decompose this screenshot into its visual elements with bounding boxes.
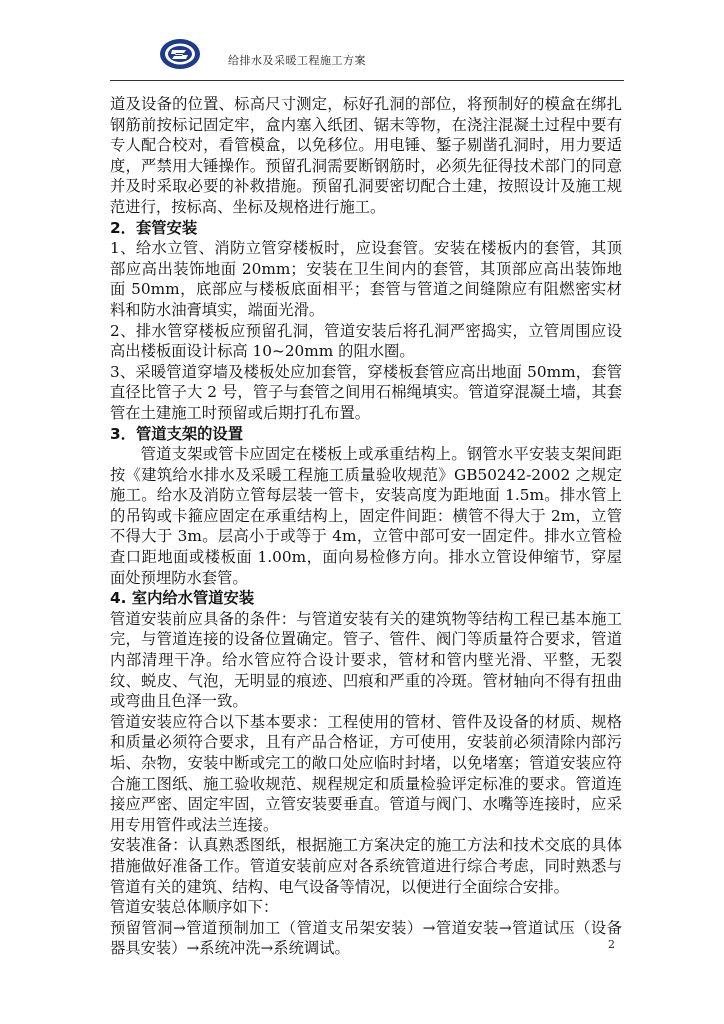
company-logo-icon xyxy=(158,36,202,72)
section-4-paragraph-4: 管道安装总体顺序如下： xyxy=(110,898,279,917)
section-4-paragraph-2: 管道安装应符合以下基本要求：工程使用的管材、管件及设备的材质、规格和质量必须符合要求，且有产品合格证，方可使用，安装前必须清除内部污垢、杂物，安装中断或完工的敞口处应临时封堵，以免堵塞；管道安装应符合施工图纸、施工验收规范、规程规定和质量检验评定标准的要求。管道连接应严密、固定牢固，立管安装要垂直。管道与阀门、水嘴等连接时，应采用专用管件或法兰连接。 xyxy=(110,712,622,834)
header-title: 给排水及采暖工程施工方案 xyxy=(228,54,366,67)
section-2-paragraph-3: 3、采暖管道穿墙及楼板处应加套管，穿楼板套管应高出地面 50mm，套管直径比管子大 2 号，管子与套管之间用石棉绳填实。管道穿混凝土墙，其套管在土建施工时预留或后期打孔布置。 xyxy=(110,362,622,422)
section-3-heading: 3．管道支架的设置 xyxy=(110,424,244,443)
section-2-paragraph-1: 1、给水立管、消防立管穿楼板时，应设套管。安装在楼板内的套管，其顶部应高出装饰地面 20mm；安装在卫生间内的套管，其顶部应高出装饰地面 50mm，底部应与楼板底面相平；套管与管道之间缝隙应有阻燃密实材料和防水油膏填实，端面光滑。 xyxy=(110,239,622,319)
section-2-heading: 2．套管安装 xyxy=(110,218,198,237)
section-3-paragraph-1: 管道支架或管卡应固定在楼板上或承重结构上。钢管水平安装支架间距按《建筑给水排水及采暖工程施工质量验收规范》GB50242-2002 之规定施工。给水及消防立管每层装一管卡，安装高度为距地面 1.5m。排水管上的吊钩或卡箍应固定在承重结构上，固定件间距：横管不得大于 2m，立管不得大于 3m。层高小于或等于 4m，立管中部可安一固定件。排水立管检查口距地面或楼板面 1.00m，面向易检修方向。排水立管设伸缩节，穿屋面处预埋防水套管。 xyxy=(110,445,622,587)
section-4-heading: 4. 室内给水管道安装 xyxy=(110,589,255,608)
intro-paragraph: 道及设备的位置、标高尺寸测定，标好孔洞的部位，将预制好的模盒在绑扎钢筋前按标记固定牢，盒内塞入纸团、锯末等物，在浇注混凝土过程中要有专人配合校对，看管模盒，以免移位。用电锤、錾子剔凿孔洞时，用力要适度，严禁用大锤操作。预留孔洞需要断钢筋时，必须先征得技术部门的同意并及时采取必要的补救措施。预留孔洞要密切配合土建，按照设计及施工规范进行，按标高、坐标及规格进行施工。 xyxy=(110,95,622,216)
section-2-paragraph-2: 2、排水管穿楼板应预留孔洞，管道安装后将孔洞严密捣实，立管周围应设高出楼板面设计标高 10~20mm 的阻水圈。 xyxy=(110,321,622,361)
document-body xyxy=(110,94,622,959)
page-header xyxy=(110,36,624,81)
section-4-paragraph-5: 预留管洞→管道预制加工（管道支吊架安装）→管道安装→管道试压（设备器具安装）→系统冲洗→系统调试。 xyxy=(110,918,622,958)
section-4-paragraph-1: 管道安装前应具备的条件：与管道安装有关的建筑物等结构工程已基本施工完，与管道连接的设备位置确定。管子、管件、阀门等质量符合要求，管道内部清理干净。给水管应符合设计要求，管材和管内壁光滑、平整，无裂纹、蜕皮、气泡，无明显的痕迹、凹痕和严重的冷斑。管材轴向不得有扭曲或弯曲且色泽一致。 xyxy=(110,609,622,711)
section-4-paragraph-3: 安装准备：认真熟悉图纸，根据施工方案决定的施工方法和技术交底的具体措施做好准备工作。管道安装前应对各系统管道进行综合考虑，同时熟悉与管道有关的建筑、结构、电气设备等情况，以便进行全面综合安排。 xyxy=(110,836,622,896)
page-number: 2 xyxy=(608,938,615,951)
